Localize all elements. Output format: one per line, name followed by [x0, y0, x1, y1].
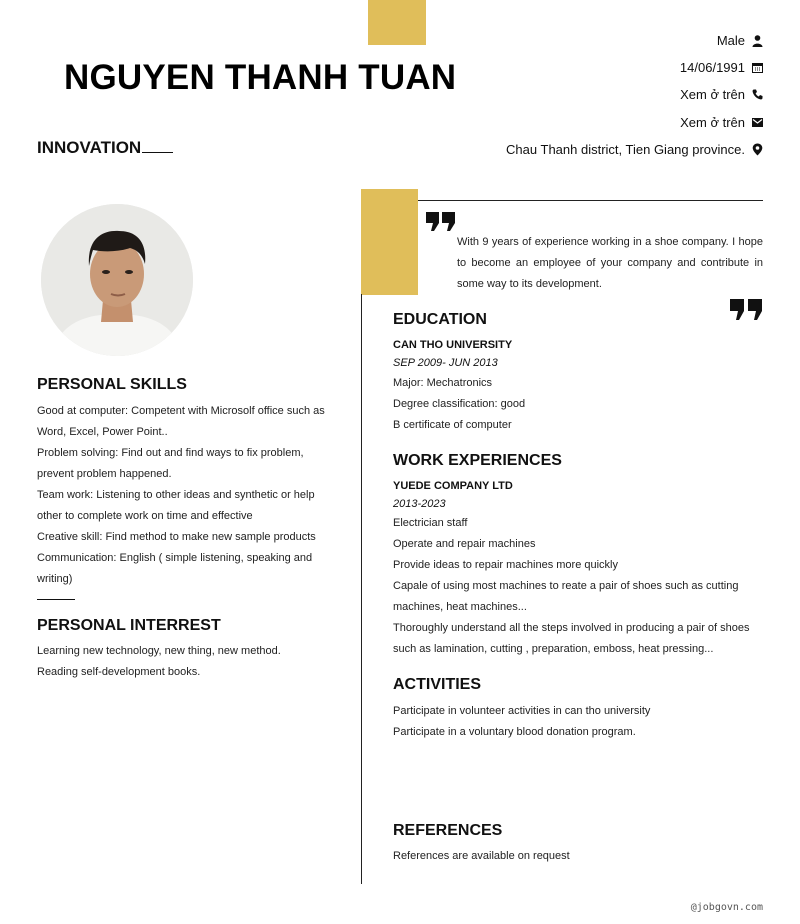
- contact-phone: [363, 87, 763, 102]
- phone-text: Xem ở trên: [680, 87, 745, 102]
- education-line: Major: Mechatronics: [393, 377, 493, 389]
- email-text: Xem ở trên: [680, 115, 745, 130]
- profile-photo-illustration: [41, 204, 193, 356]
- references-heading: REFERENCES: [393, 822, 503, 839]
- skill-item: Problem solving: Find out and find ways to fix problem, prevent problem happened.: [37, 447, 304, 480]
- activity-line: Participate in volunteer activities in can tho university: [393, 705, 651, 717]
- column-divider: [361, 294, 362, 884]
- career-objective: With 9 years of experience working in a shoe company. I hope to become an employee of your company and contribute in some way to its development.: [457, 236, 763, 290]
- education-period: SEP 2009- JUN 2013: [393, 357, 498, 369]
- job-title: [37, 138, 173, 158]
- work-line: Operate and repair machines: [393, 538, 536, 550]
- work-line: Provide ideas to repair machines more quickly: [393, 559, 618, 571]
- personal-interest-heading: PERSONAL INTERREST: [37, 617, 221, 634]
- education-heading: EDUCATION: [393, 311, 487, 328]
- skill-item: Creative skill: Find method to make new sample products: [37, 531, 316, 543]
- skill-item: Good at computer: Competent with Microsolf office such as Word, Excel, Power Point..: [37, 405, 325, 438]
- quote-top-rule: [418, 200, 763, 201]
- contact-birthdate: [363, 60, 763, 75]
- skill-item: Team work: Listening to other ideas and synthetic or help other to complete work on time and effective: [37, 489, 315, 522]
- work-line: Capale of using most machines to reate a pair of shoes such as cutting machines, heat machines...: [393, 580, 739, 613]
- phone-icon: [752, 89, 763, 100]
- contact-address: [363, 142, 763, 157]
- mail-icon: [752, 118, 763, 127]
- quote-accent-block: [361, 189, 418, 295]
- watermark: @jobgovn.com: [690, 902, 763, 913]
- title-underline: [142, 152, 173, 153]
- location-icon: [752, 143, 763, 156]
- open-quote-icon: [426, 212, 456, 231]
- work-line: Electrician staff: [393, 517, 468, 529]
- personal-skills-heading: PERSONAL SKILLS: [37, 376, 187, 393]
- profile-photo: [41, 204, 193, 356]
- section-divider: [37, 599, 75, 600]
- education-details: [393, 373, 763, 436]
- activities-heading: ACTIVITIES: [393, 676, 482, 693]
- address-text: Chau Thanh district, Tien Giang province.: [506, 142, 745, 157]
- candidate-name: NGUYEN THANH TUAN: [64, 58, 457, 97]
- gender-text: Male: [716, 33, 745, 48]
- calendar-icon: [752, 62, 763, 73]
- references-text: References are available on request: [393, 850, 570, 862]
- person-icon: [752, 35, 763, 47]
- personal-interest-list: [37, 641, 327, 683]
- education-line: B certificate of computer: [393, 419, 512, 431]
- work-company: YUEDE COMPANY LTD: [393, 480, 513, 492]
- activity-line: Participate in a voluntary blood donation program.: [393, 726, 636, 738]
- personal-skills-list: [37, 401, 327, 590]
- education-school: CAN THO UNIVERSITY: [393, 339, 513, 351]
- job-title-text: INNOVATION: [37, 138, 142, 157]
- contact-gender: [363, 33, 763, 48]
- work-period: 2013-2023: [393, 498, 446, 510]
- work-details: [393, 513, 763, 660]
- contact-email: [363, 115, 763, 130]
- interest-item: Learning new technology, new thing, new method.: [37, 645, 281, 657]
- work-line: Thoroughly understand all the steps involved in producing a pair of shoes such as lamination, cutting , preparation, emboss, heat pressing...: [393, 622, 750, 655]
- activities-details: [393, 701, 763, 743]
- interest-item: Reading self-development books.: [37, 666, 201, 678]
- birthdate-text: 14/06/1991: [679, 60, 745, 75]
- skill-item: Communication: English ( simple listening, speaking and writing): [37, 552, 313, 585]
- education-line: Degree classification: good: [393, 398, 526, 410]
- work-heading: WORK EXPERIENCES: [393, 452, 562, 469]
